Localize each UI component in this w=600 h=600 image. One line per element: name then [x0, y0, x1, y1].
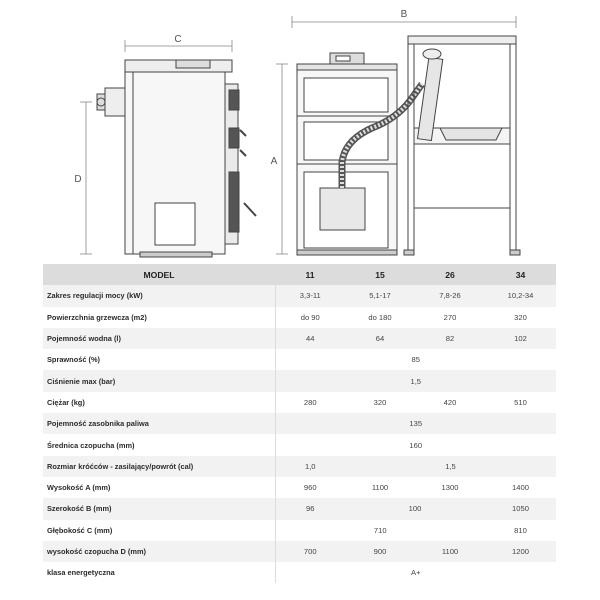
- row-label: Powierzchnia grzewcza (m2): [43, 307, 275, 328]
- table-row: [43, 498, 556, 519]
- row-value: 96: [275, 498, 345, 519]
- model-11-header: 11: [275, 264, 345, 285]
- table-row: [43, 562, 556, 583]
- row-label: Sprawność (%): [43, 349, 275, 370]
- row-value: 270: [415, 307, 485, 328]
- fuel-hopper-view: [404, 36, 520, 255]
- model-26-header: 26: [415, 264, 485, 285]
- row-value: 1,5: [345, 456, 556, 477]
- row-value: 44: [275, 328, 345, 349]
- row-value: 420: [415, 392, 485, 413]
- row-value: 1400: [485, 477, 556, 498]
- row-label: Średnica czopucha (mm): [43, 434, 275, 455]
- row-value: 64: [345, 328, 415, 349]
- table-row: [43, 520, 556, 541]
- dimension-label-a: A: [270, 156, 278, 167]
- row-value: A+: [275, 562, 556, 583]
- row-label: Ciśnienie max (bar): [43, 370, 275, 391]
- row-value: do 90: [275, 307, 345, 328]
- table-row: [43, 456, 556, 477]
- row-value: 135: [275, 413, 556, 434]
- table-row: [43, 285, 556, 306]
- table-row: [43, 434, 556, 455]
- dimension-label-c: C: [174, 34, 182, 45]
- spec-table: [43, 264, 556, 583]
- row-value: 5,1-17: [345, 285, 415, 306]
- row-value: 710: [275, 520, 485, 541]
- row-value: 1200: [485, 541, 556, 562]
- row-value: 100: [345, 498, 485, 519]
- row-value: 1100: [415, 541, 485, 562]
- table-row: [43, 477, 556, 498]
- row-label: Głębokość C (mm): [43, 520, 275, 541]
- dimension-label-b: B: [400, 9, 408, 20]
- row-value: 1,0: [275, 456, 345, 477]
- row-value: 700: [275, 541, 345, 562]
- model-header: MODEL: [43, 264, 275, 285]
- row-value: 320: [485, 307, 556, 328]
- row-label: Wysokość A (mm): [43, 477, 275, 498]
- row-label: Pojemność wodna (l): [43, 328, 275, 349]
- row-value: 1100: [345, 477, 415, 498]
- row-value: 510: [485, 392, 556, 413]
- row-label: Ciężar (kg): [43, 392, 275, 413]
- dimension-label-d: D: [74, 174, 82, 185]
- boiler-front-view: [297, 53, 422, 255]
- row-value: 82: [415, 328, 485, 349]
- row-value: do 180: [345, 307, 415, 328]
- row-label: Rozmiar króćców - zasilający/powrót (cal): [43, 456, 275, 477]
- table-row: [43, 541, 556, 562]
- row-value: 1050: [485, 498, 556, 519]
- row-value: 1,5: [275, 370, 556, 391]
- row-value: 810: [485, 520, 556, 541]
- table-row: [43, 392, 556, 413]
- row-label: Zakres regulacji mocy (kW): [43, 285, 275, 306]
- boiler-technical-drawing: [0, 0, 600, 262]
- spec-table-header: [43, 264, 556, 285]
- model-15-header: 15: [345, 264, 415, 285]
- row-value: 900: [345, 541, 415, 562]
- model-34-header: 34: [485, 264, 556, 285]
- row-label: Szerokość B (mm): [43, 498, 275, 519]
- table-row: [43, 413, 556, 434]
- row-value: 85: [275, 349, 556, 370]
- row-label: wysokość czopucha D (mm): [43, 541, 275, 562]
- row-value: 102: [485, 328, 556, 349]
- table-row: [43, 349, 556, 370]
- row-value: 280: [275, 392, 345, 413]
- table-row: [43, 307, 556, 328]
- boiler-side-view: [97, 60, 256, 257]
- row-value: 3,3-11: [275, 285, 345, 306]
- row-value: 1300: [415, 477, 485, 498]
- table-row: [43, 328, 556, 349]
- row-label: klasa energetyczna: [43, 562, 275, 583]
- row-value: 10,2-34: [485, 285, 556, 306]
- row-label: Pojemność zasobnika paliwa: [43, 413, 275, 434]
- row-value: 160: [275, 434, 556, 455]
- row-value: 320: [345, 392, 415, 413]
- table-row: [43, 370, 556, 391]
- row-value: 7,8-26: [415, 285, 485, 306]
- row-value: 960: [275, 477, 345, 498]
